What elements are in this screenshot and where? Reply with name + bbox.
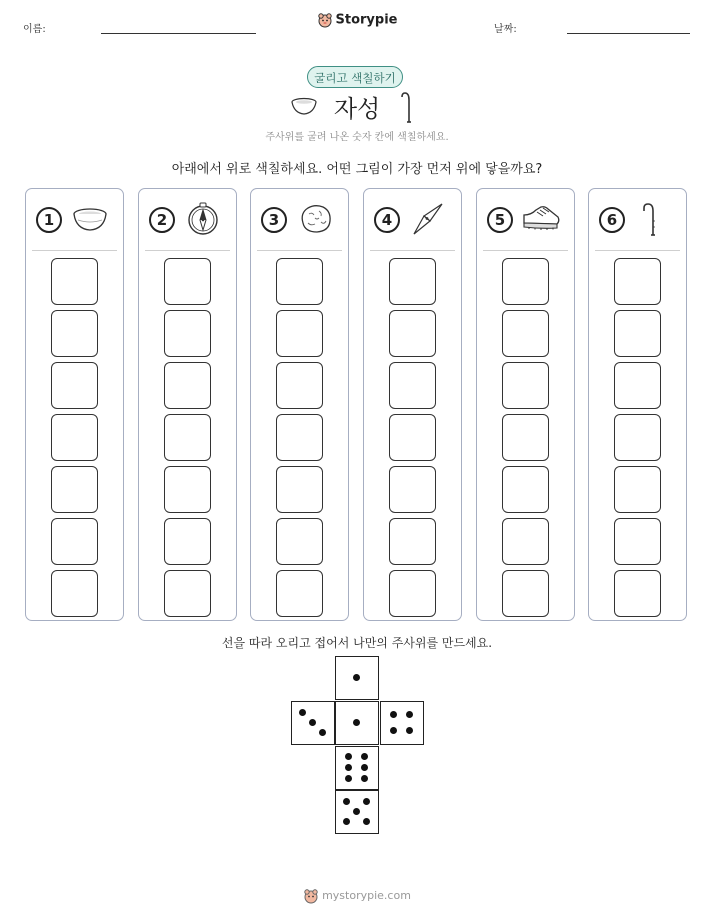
color-box[interactable] — [51, 414, 98, 461]
column-2 — [138, 188, 237, 621]
color-box[interactable] — [502, 258, 549, 305]
column-divider — [595, 250, 680, 251]
page-title: 자성 — [333, 95, 381, 123]
dice-pip — [343, 818, 350, 825]
column-number: 6 — [599, 207, 625, 233]
color-box[interactable] — [276, 466, 323, 513]
color-box[interactable] — [164, 518, 211, 565]
brand-logo — [0, 12, 714, 28]
column-1 — [25, 188, 124, 621]
dice-pip — [353, 808, 360, 815]
color-box[interactable] — [276, 518, 323, 565]
color-box[interactable] — [389, 570, 436, 617]
color-box[interactable] — [389, 466, 436, 513]
color-box[interactable] — [51, 362, 98, 409]
color-box[interactable] — [164, 310, 211, 357]
color-box[interactable] — [502, 362, 549, 409]
storypie-mascot-icon — [317, 12, 333, 28]
color-box[interactable] — [614, 258, 661, 305]
color-box[interactable] — [502, 518, 549, 565]
color-box[interactable] — [614, 310, 661, 357]
color-box[interactable] — [502, 466, 549, 513]
color-box[interactable] — [614, 518, 661, 565]
color-box[interactable] — [389, 362, 436, 409]
dice-pip — [345, 764, 352, 771]
dice-pip — [406, 711, 413, 718]
dice-pip — [299, 709, 306, 716]
color-box[interactable] — [614, 362, 661, 409]
cane-icon — [633, 201, 673, 237]
dice-face-1 — [335, 656, 379, 700]
cane-icon — [400, 90, 418, 124]
dice-instruction: 선을 따라 오리고 접어서 나만의 주사위를 만드세요. — [221, 636, 493, 650]
column-number: 5 — [487, 207, 513, 233]
color-box[interactable] — [276, 258, 323, 305]
dice-pip — [309, 719, 316, 726]
column-divider — [145, 250, 230, 251]
brand-name: Storypie — [335, 12, 398, 28]
column-number: 4 — [374, 207, 400, 233]
color-box[interactable] — [51, 518, 98, 565]
date-label: 날짜: — [494, 24, 517, 35]
column-4 — [363, 188, 462, 621]
column-number: 3 — [261, 207, 287, 233]
column-divider — [257, 250, 342, 251]
dice-pip — [361, 775, 368, 782]
dice-pip — [363, 818, 370, 825]
column-6 — [588, 188, 687, 621]
color-box[interactable] — [389, 518, 436, 565]
dice-pip — [390, 711, 397, 718]
dice-pip — [345, 753, 352, 760]
color-box[interactable] — [614, 570, 661, 617]
color-box[interactable] — [51, 466, 98, 513]
color-box[interactable] — [614, 414, 661, 461]
dice-pip — [361, 753, 368, 760]
color-box[interactable] — [502, 310, 549, 357]
color-box[interactable] — [276, 362, 323, 409]
column-divider — [370, 250, 455, 251]
color-box[interactable] — [51, 258, 98, 305]
dice-face-5 — [335, 790, 379, 834]
rock-icon — [295, 201, 335, 237]
color-box[interactable] — [389, 414, 436, 461]
color-box[interactable] — [164, 570, 211, 617]
dice-face-3 — [291, 701, 335, 745]
compass-icon — [183, 201, 223, 237]
compass-needle-icon — [408, 201, 448, 237]
color-box[interactable] — [276, 310, 323, 357]
color-box[interactable] — [276, 570, 323, 617]
bowl-icon — [70, 201, 110, 237]
dice-pip — [345, 775, 352, 782]
color-box[interactable] — [502, 414, 549, 461]
dice-pip — [390, 727, 397, 734]
dice-pip — [353, 674, 360, 681]
column-divider — [483, 250, 568, 251]
footer — [0, 888, 714, 904]
activity-tag: 굴리고 색칠하기 — [307, 66, 403, 88]
shoe-icon — [521, 201, 561, 237]
color-box[interactable] — [502, 570, 549, 617]
storypie-mascot-icon — [303, 888, 319, 904]
dice-pip — [406, 727, 413, 734]
color-box[interactable] — [389, 258, 436, 305]
dice-pip — [353, 719, 360, 726]
color-box[interactable] — [164, 414, 211, 461]
dice-pip — [343, 798, 350, 805]
page-subtitle: 주사위를 굴려 나온 숫자 칸에 색칠하세요. — [265, 132, 449, 143]
dice-face-4 — [380, 701, 424, 745]
color-box[interactable] — [51, 570, 98, 617]
color-box[interactable] — [389, 310, 436, 357]
dice-face-6 — [335, 746, 379, 790]
dice-pip — [363, 798, 370, 805]
color-box[interactable] — [276, 414, 323, 461]
name-label: 이름: — [23, 24, 46, 35]
color-box[interactable] — [51, 310, 98, 357]
color-box[interactable] — [164, 362, 211, 409]
dice-pip — [319, 729, 326, 736]
name-line[interactable] — [101, 33, 256, 34]
instruction-text: 아래에서 위로 색칠하세요. 어떤 그림이 가장 먼저 위에 닿을까요? — [171, 162, 543, 177]
dice-face-1 — [335, 701, 379, 745]
date-line[interactable] — [567, 33, 690, 34]
color-box[interactable] — [614, 466, 661, 513]
color-box[interactable] — [164, 466, 211, 513]
color-box[interactable] — [164, 258, 211, 305]
column-3 — [250, 188, 349, 621]
column-5 — [476, 188, 575, 621]
column-divider — [32, 250, 117, 251]
dice-pip — [361, 764, 368, 771]
column-number: 2 — [149, 207, 175, 233]
column-number: 1 — [36, 207, 62, 233]
footer-url[interactable]: mystorypie.com — [322, 889, 411, 902]
